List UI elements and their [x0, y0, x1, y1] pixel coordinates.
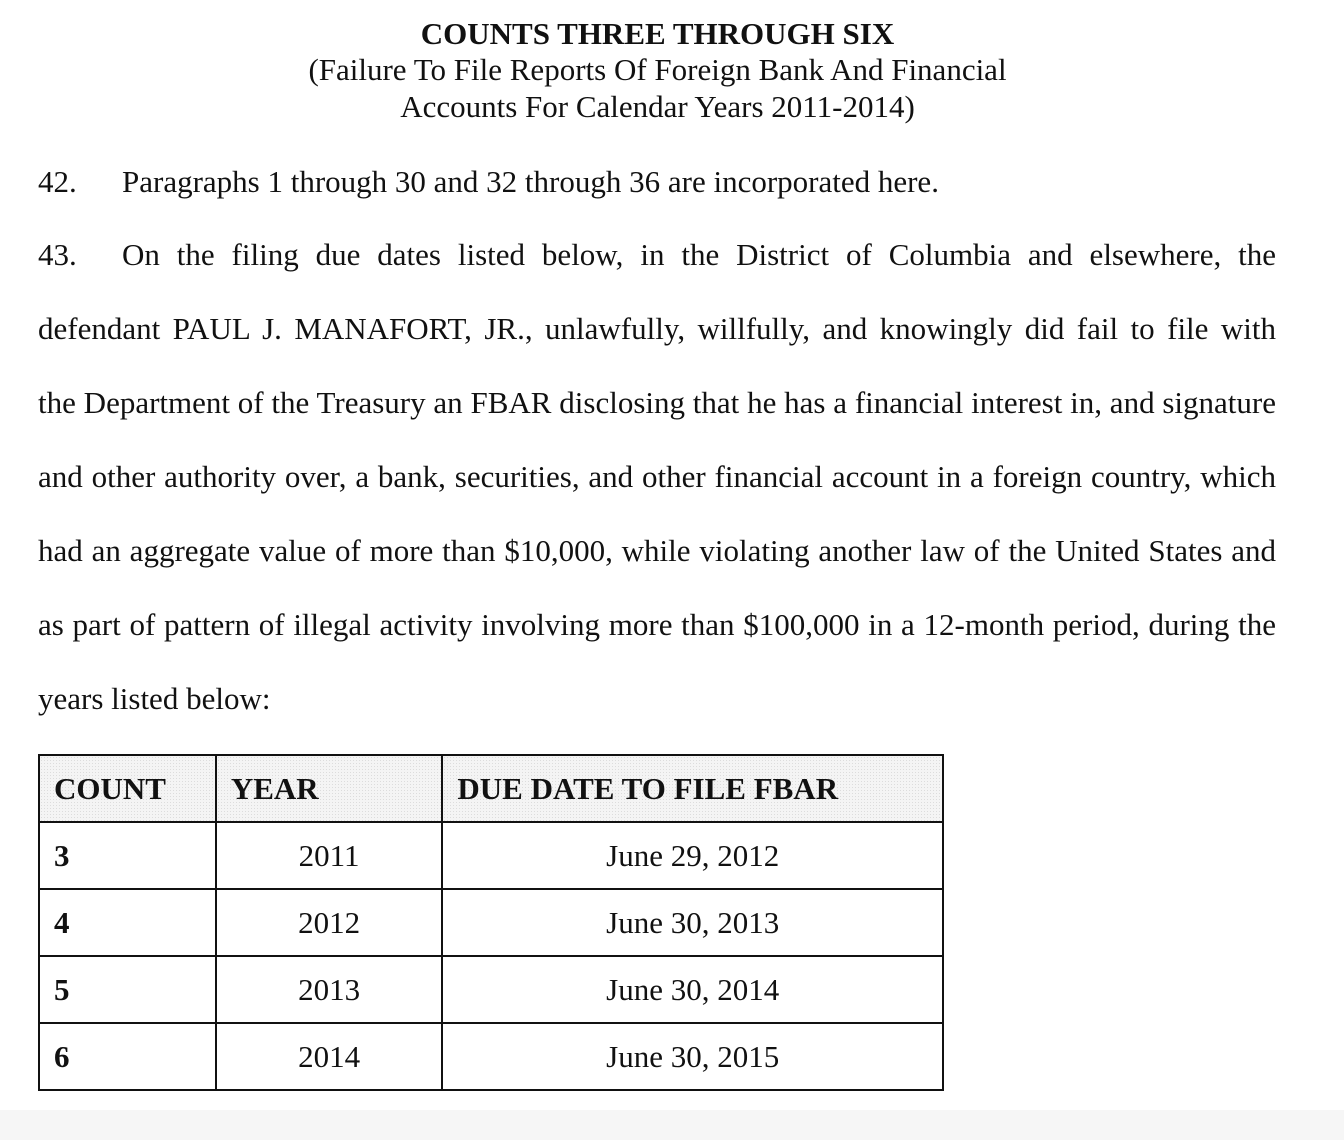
cell-year: 2014 [216, 1023, 443, 1090]
paragraph-number: 43. [38, 237, 77, 272]
table-header-row [39, 755, 943, 822]
paragraph-43-line-6: as part of pattern of illegal activity involving more than $100,000 in a 12-month period, during the [38, 607, 1276, 642]
paragraph-text: On the filing due dates listed below, in the District of Columbia and elsewhere, the [122, 237, 1276, 272]
paragraph-text: Paragraphs 1 through 30 and 32 through 36 are incorporated here. [122, 164, 939, 199]
paragraph-43-line-4: and other authority over, a bank, securities, and other financial account in a foreign country, which [38, 459, 1276, 494]
paragraph-43-line-7: years listed below: [38, 681, 271, 716]
counts-subtitle-line-2: Accounts For Calendar Years 2011-2014) [400, 89, 915, 124]
table-row [39, 889, 943, 956]
cell-due-date: June 30, 2015 [442, 1023, 943, 1090]
counts-subtitle-line-1: (Failure To File Reports Of Foreign Bank And Financial [308, 52, 1007, 87]
column-header-count: COUNT [39, 755, 216, 822]
paragraph-43-line-1 [38, 237, 1276, 273]
table-row [39, 1023, 943, 1090]
table-row [39, 822, 943, 889]
paragraph-43-line-2: defendant PAUL J. MANAFORT, JR., unlawfully, willfully, and knowingly did fail to file with [38, 311, 1276, 346]
cell-year: 2011 [216, 822, 443, 889]
cell-year: 2013 [216, 956, 443, 1023]
cell-year: 2012 [216, 889, 443, 956]
cell-count: 3 [39, 822, 216, 889]
paragraph-43-line-5: had an aggregate value of more than $10,000, while violating another law of the United States and [38, 533, 1276, 568]
cell-count: 6 [39, 1023, 216, 1090]
cell-count: 5 [39, 956, 216, 1023]
paragraph-number: 42. [38, 164, 77, 199]
cell-due-date: June 30, 2013 [442, 889, 943, 956]
cell-count: 4 [39, 889, 216, 956]
column-header-year: YEAR [216, 755, 443, 822]
cell-due-date: June 29, 2012 [442, 822, 943, 889]
counts-heading: COUNTS THREE THROUGH SIX [420, 16, 895, 51]
cell-due-date: June 30, 2014 [442, 956, 943, 1023]
paragraph-43-line-3: the Department of the Treasury an FBAR disclosing that he has a financial interest in, and signature [38, 385, 1276, 420]
counts-table [38, 754, 944, 1091]
column-header-due-date: DUE DATE TO FILE FBAR [442, 755, 943, 822]
page-bottom-edge [0, 1110, 1344, 1140]
paragraph-42 [38, 164, 1276, 200]
table-row [39, 956, 943, 1023]
